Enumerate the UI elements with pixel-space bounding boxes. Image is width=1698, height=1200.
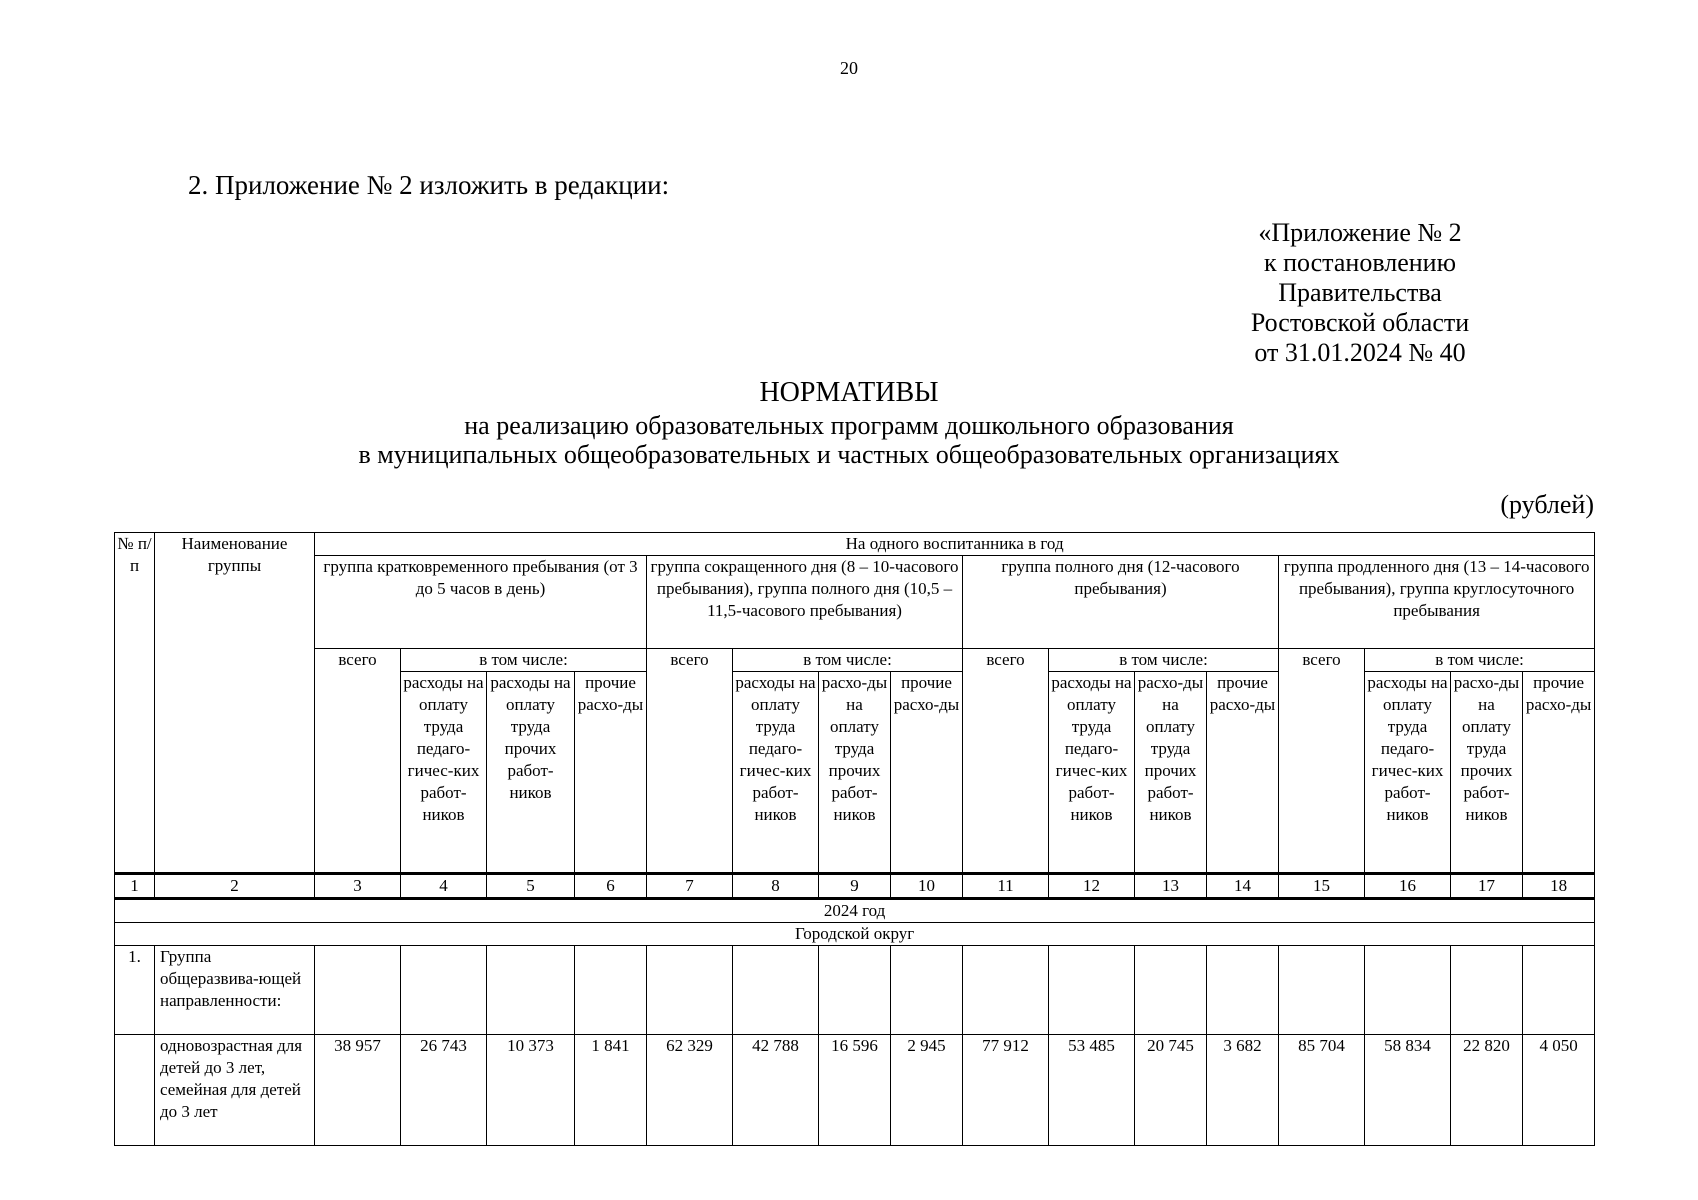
- header-total: всего: [315, 649, 401, 874]
- header-group-full-day: группа полного дня (12-часового пребывания): [963, 556, 1279, 649]
- header-ped-salary: расходы на оплату труда педаго-гичес-ких работ-ников: [401, 672, 487, 874]
- value-cell: 10 373: [487, 1035, 575, 1146]
- value-cell: 4 050: [1523, 1035, 1595, 1146]
- header-ped-salary: расходы на оплату труда педаго-гичес-ких работ-ников: [733, 672, 819, 874]
- appendix-line: «Приложение № 2: [1258, 218, 1462, 247]
- empty-cell: [1523, 946, 1595, 1035]
- header-no: № п/п: [115, 533, 155, 874]
- appendix-reference: [1190, 218, 1530, 368]
- empty-cell: [647, 946, 733, 1035]
- year-row: 2024 год: [115, 899, 1595, 923]
- empty-cell: [315, 946, 401, 1035]
- column-number: 16: [1365, 874, 1451, 899]
- header-including: в том числе:: [1365, 649, 1595, 672]
- column-number: 5: [487, 874, 575, 899]
- column-number: 8: [733, 874, 819, 899]
- row-group-name: Группа общеразвива-ющей направленности:: [155, 946, 315, 1035]
- column-number: 18: [1523, 874, 1595, 899]
- column-number: 2: [155, 874, 315, 899]
- column-number: 17: [1451, 874, 1523, 899]
- empty-cell: [891, 946, 963, 1035]
- column-number: 1: [115, 874, 155, 899]
- empty-cell: [963, 946, 1049, 1035]
- value-cell: 3 682: [1207, 1035, 1279, 1146]
- header-group-short-stay: группа кратковременного пребывания (от 3 до 5 часов в день): [315, 556, 647, 649]
- value-cell: 38 957: [315, 1035, 401, 1146]
- value-cell: 58 834: [1365, 1035, 1451, 1146]
- value-cell: 53 485: [1049, 1035, 1135, 1146]
- column-number: 6: [575, 874, 647, 899]
- empty-cell: [1365, 946, 1451, 1035]
- header-per-child: На одного воспитанника в год: [315, 533, 1595, 556]
- header-other-expenses: прочие расхо-ды: [891, 672, 963, 874]
- value-cell: 2 945: [891, 1035, 963, 1146]
- value-cell: 62 329: [647, 1035, 733, 1146]
- header-other-expenses: прочие расхо-ды: [1523, 672, 1595, 874]
- appendix-line: Ростовской области: [1250, 308, 1470, 337]
- header-other-salary: расхо-ды на оплату труда прочих работ-ников: [1451, 672, 1523, 874]
- column-number: 4: [401, 874, 487, 899]
- document-title: НОРМАТИВЫ: [759, 377, 939, 408]
- value-cell: 26 743: [401, 1035, 487, 1146]
- intro-text: 2. Приложение № 2 изложить в редакции:: [188, 170, 670, 200]
- column-number: 11: [963, 874, 1049, 899]
- column-number: 10: [891, 874, 963, 899]
- column-number: 3: [315, 874, 401, 899]
- value-cell: 1 841: [575, 1035, 647, 1146]
- header-total: всего: [963, 649, 1049, 874]
- empty-cell: [1049, 946, 1135, 1035]
- subtitle-line: на реализацию образовательных программ дошкольного образования: [464, 411, 1234, 440]
- header-total: всего: [647, 649, 733, 874]
- header-ped-salary: расходы на оплату труда педаго-гичес-ких работ-ников: [1049, 672, 1135, 874]
- header-other-salary: расходы на оплату труда прочих работ-ников: [487, 672, 575, 874]
- empty-cell: [575, 946, 647, 1035]
- header-ped-salary: расходы на оплату труда педаго-гичес-ких работ-ников: [1365, 672, 1451, 874]
- header-other-expenses: прочие расхо-ды: [1207, 672, 1279, 874]
- empty-cell: [401, 946, 487, 1035]
- header-other-salary: расхо-ды на оплату труда прочих работ-ников: [819, 672, 891, 874]
- region-row: Городской округ: [115, 923, 1595, 946]
- column-number: 12: [1049, 874, 1135, 899]
- empty-cell: [1451, 946, 1523, 1035]
- header-including: в том числе:: [1049, 649, 1279, 672]
- value-cell: 77 912: [963, 1035, 1049, 1146]
- header-including: в том числе:: [401, 649, 647, 672]
- row-number: 1.: [115, 946, 155, 1035]
- value-cell: 16 596: [819, 1035, 891, 1146]
- header-group-name: Наименование группы: [155, 533, 315, 874]
- empty-cell: [733, 946, 819, 1035]
- norms-table: [114, 532, 1595, 1146]
- value-cell: 20 745: [1135, 1035, 1207, 1146]
- row-number: [115, 1035, 155, 1146]
- header-total: всего: [1279, 649, 1365, 874]
- header-group-reduced-day: группа сокращенного дня (8 – 10-часового пребывания), группа полного дня (10,5 – 11,5-часового пребывания): [647, 556, 963, 649]
- header-including: в том числе:: [733, 649, 963, 672]
- row-group-name: одновозрастная для детей до 3 лет, семейная для детей до 3 лет: [155, 1035, 315, 1146]
- column-number: 13: [1135, 874, 1207, 899]
- units-label: (рублей): [1500, 490, 1594, 519]
- column-number: 14: [1207, 874, 1279, 899]
- column-number: 15: [1279, 874, 1365, 899]
- empty-cell: [1135, 946, 1207, 1035]
- appendix-line: к постановлению: [1263, 248, 1457, 277]
- column-number: 9: [819, 874, 891, 899]
- empty-cell: [487, 946, 575, 1035]
- value-cell: 42 788: [733, 1035, 819, 1146]
- empty-cell: [1279, 946, 1365, 1035]
- header-other-expenses: прочие расхо-ды: [575, 672, 647, 874]
- empty-cell: [819, 946, 891, 1035]
- value-cell: 85 704: [1279, 1035, 1365, 1146]
- page-number: 20: [840, 58, 858, 78]
- appendix-line: от 31.01.2024 № 40: [1254, 338, 1466, 367]
- header-other-salary: расхо-ды на оплату труда прочих работ-ников: [1135, 672, 1207, 874]
- header-group-extended-day: группа продленного дня (13 – 14-часового пребывания), группа круглосуточного пребывания: [1279, 556, 1595, 649]
- subtitle-line: в муниципальных общеобразовательных и частных общеобразовательных организациях: [358, 440, 1340, 469]
- empty-cell: [1207, 946, 1279, 1035]
- column-number: 7: [647, 874, 733, 899]
- appendix-line: Правительства: [1278, 278, 1442, 307]
- value-cell: 22 820: [1451, 1035, 1523, 1146]
